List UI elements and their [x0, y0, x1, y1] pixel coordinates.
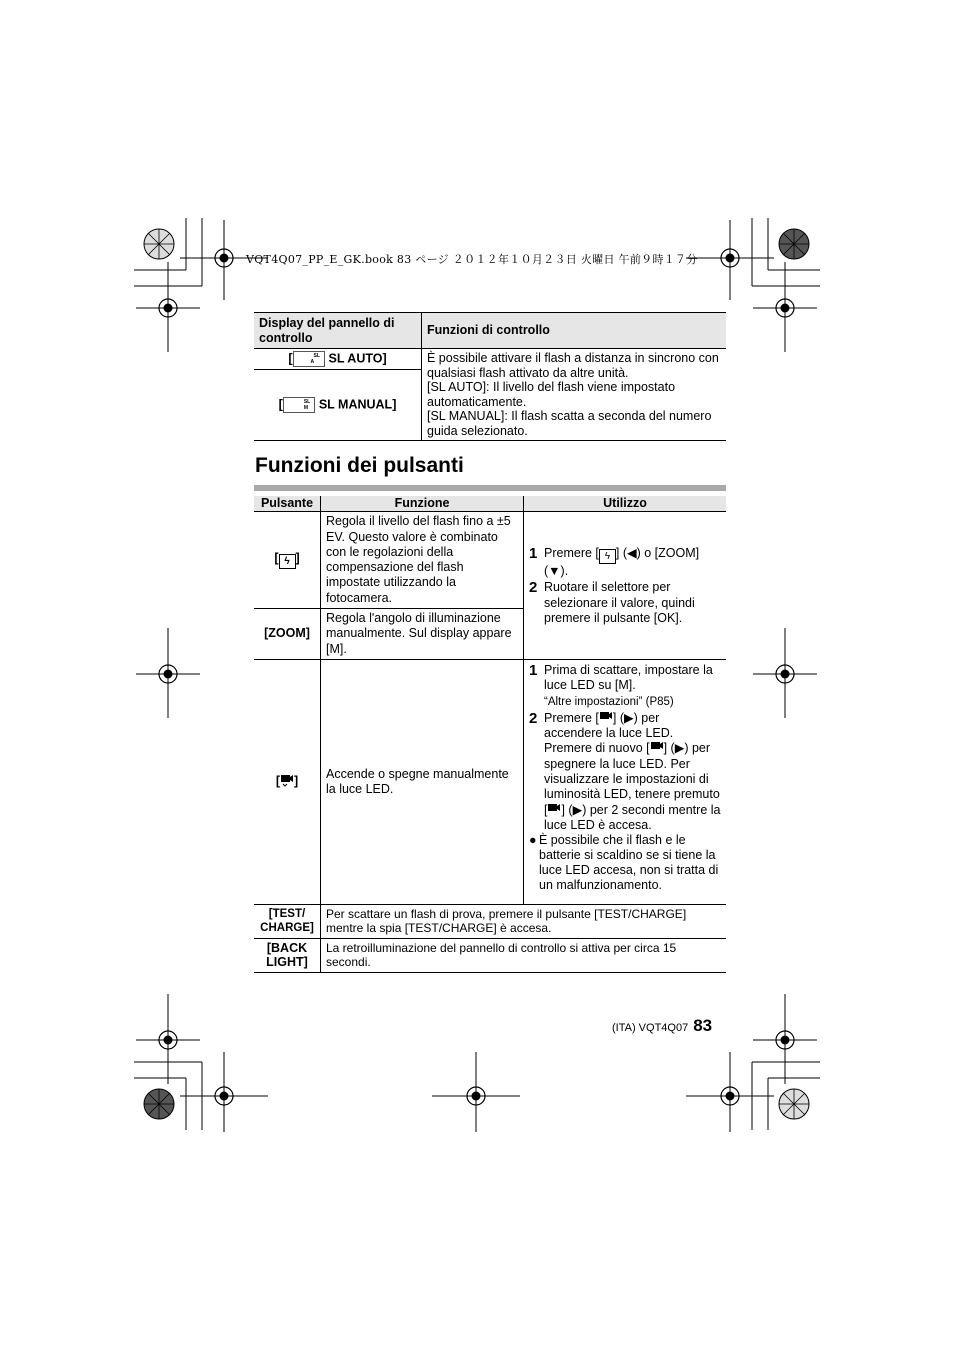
step-number: 2	[529, 579, 538, 597]
led-button-cell: [ ]	[254, 659, 321, 904]
sl-manual-display-icon: SL M	[283, 397, 315, 413]
step-number: 1	[529, 661, 538, 679]
header-funzione: Funzione	[321, 496, 524, 512]
bullet-icon: ●	[529, 833, 537, 848]
step-text: ] (◀) o [ZOOM] (▼).	[544, 546, 700, 579]
sl-auto-display-icon: SL A	[293, 351, 325, 367]
sl-desc-line: [SL AUTO]: Il livello del flash viene impostato automaticamente.	[427, 380, 676, 409]
sl-manual-label: SL MANUAL]	[318, 397, 397, 412]
test-charge-text: Per scattare un flash di prova, premere il pulsante [TEST/CHARGE] mentre la spia [TEST/CHARGE] è accesa.	[321, 904, 727, 938]
zoom-button-cell: [ZOOM]	[254, 609, 321, 660]
sl-desc-line: È possibile attivare il flash a distanza in sincrono con qualsiasi flash attivato da altre unità.	[427, 351, 719, 380]
step-text: Premere [	[544, 710, 599, 725]
page-number: 83	[693, 1016, 713, 1035]
led-usage	[524, 659, 727, 904]
flash-button-cell: [ ϟ ]	[254, 512, 321, 609]
step-text: Premere [	[544, 546, 599, 561]
step-text: ] (▶) per 2 secondi mentre la luce LED è accesa.	[544, 802, 721, 832]
note-text: È possibile che il flash e le batterie si scaldino se si tiene la luce LED accesa, non si tratta di un malfunzionamento.	[539, 833, 719, 893]
step-number: 2	[529, 709, 538, 727]
sl-auto-label: SL AUTO]	[328, 351, 387, 366]
step-1	[529, 546, 721, 579]
sl-desc-line: [SL MANUAL]: Il flash scatta a seconda del numero guida selezionato.	[427, 409, 712, 438]
led-icon	[650, 741, 664, 754]
step-text: Prima di scattare, impostare la luce LED su [M].	[544, 662, 713, 693]
buttons-table	[254, 496, 726, 973]
sl-manual-cell: [ SL M SL MANUAL]	[254, 370, 422, 441]
button-label: [BACK	[266, 940, 308, 955]
zoom-function: Regola l'angolo di illuminazione manualmente. Sul display appare [M].	[321, 609, 524, 660]
header-pulsante: Pulsante	[254, 496, 321, 512]
sl-auto-cell: [ SL A SL AUTO]	[254, 349, 422, 370]
header-functions: Funzioni di controllo	[422, 313, 727, 349]
step-text: Ruotare il selettore per selezionare il valore, quindi premere il pulsante [OK].	[544, 580, 695, 625]
note	[529, 833, 721, 893]
step-2	[529, 711, 721, 833]
back-light-cell	[254, 938, 321, 972]
step-1	[529, 663, 721, 710]
header-display: Display del pannello di controllo	[254, 313, 422, 349]
flash-usage	[524, 512, 727, 660]
back-light-text: La retroilluminazione del pannello di controllo si attiva per circa 15 secondi.	[321, 938, 727, 972]
title-underline	[254, 485, 726, 491]
led-function: Accende o spegne manualmente la luce LED.	[321, 659, 524, 904]
doc-code: (ITA) VQT4Q07	[612, 1022, 689, 1034]
control-panel-table	[254, 312, 726, 441]
test-charge-cell	[254, 904, 321, 938]
step-text: ] (▶) per spegnere la luce LED. Per visualizzare le impostazioni di luminosità LED, tenere premuto [	[544, 741, 720, 817]
print-header: VQT4Q07_PP_E_GK.book 83 ページ ２０１２年１０月２３日 火曜日 午前９時１７分	[246, 253, 698, 266]
button-label: CHARGE]	[260, 922, 314, 935]
button-label: LIGHT]	[266, 955, 308, 970]
section-title: Funzioni dei pulsanti	[255, 454, 464, 477]
step-number: 1	[529, 545, 538, 563]
flash-level-icon: ϟ	[279, 554, 296, 569]
step-2	[529, 580, 721, 626]
step-text: ] (▶) per accendere la luce LED. Premere di nuovo [	[544, 710, 674, 756]
led-icon	[599, 711, 613, 724]
led-icon	[280, 774, 294, 787]
button-label: [TEST/	[268, 908, 306, 921]
sl-description	[422, 349, 727, 441]
page-reference: “Altre impostazioni” (P85)	[544, 695, 674, 708]
flash-level-icon: ϟ	[599, 549, 616, 564]
header-utilizzo: Utilizzo	[524, 496, 727, 512]
flash-function: Regola il livello del flash fino a ±5 EV. Questo valore è combinato con le regolazioni della compensazione del flash impostate utilizzando la fotocamera.	[321, 512, 524, 609]
page-footer	[612, 1016, 712, 1036]
led-icon	[547, 803, 561, 816]
